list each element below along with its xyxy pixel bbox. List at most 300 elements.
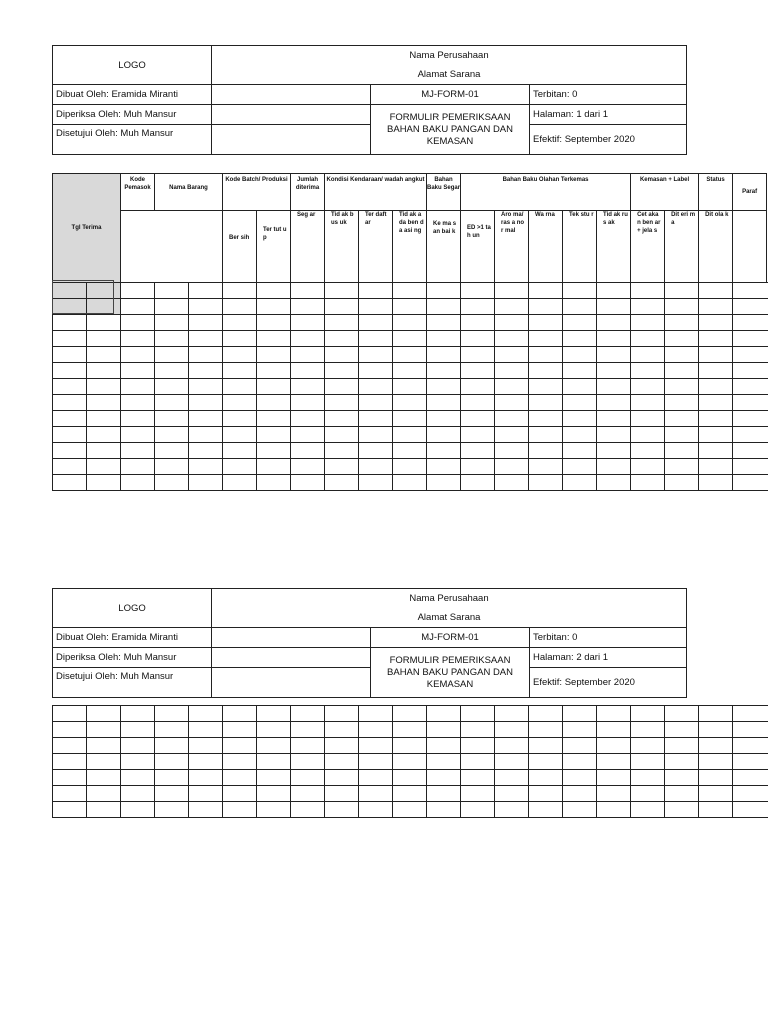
table-cell[interactable] <box>665 411 699 427</box>
checked-by-signature[interactable] <box>212 105 371 125</box>
table-cell[interactable] <box>665 379 699 395</box>
table-cell[interactable] <box>87 802 121 818</box>
table-cell[interactable] <box>733 475 768 491</box>
table-cell[interactable] <box>189 395 223 411</box>
table-cell[interactable] <box>291 754 325 770</box>
table-cell[interactable] <box>461 475 495 491</box>
table-cell[interactable] <box>733 706 768 722</box>
table-cell[interactable] <box>461 299 495 315</box>
table-cell[interactable] <box>291 443 325 459</box>
table-cell[interactable] <box>597 395 631 411</box>
table-cell[interactable] <box>597 706 631 722</box>
table-cell[interactable] <box>427 427 461 443</box>
table-cell[interactable] <box>155 459 189 475</box>
table-cell[interactable] <box>733 331 768 347</box>
table-cell[interactable] <box>563 459 597 475</box>
table-cell[interactable] <box>87 347 121 363</box>
table-cell[interactable] <box>597 347 631 363</box>
table-cell[interactable] <box>359 347 393 363</box>
table-cell[interactable] <box>597 738 631 754</box>
table-cell[interactable] <box>699 706 733 722</box>
table-cell[interactable] <box>121 347 155 363</box>
table-cell[interactable] <box>87 443 121 459</box>
table-cell[interactable] <box>291 706 325 722</box>
table-cell[interactable] <box>53 459 87 475</box>
table-cell[interactable] <box>631 459 665 475</box>
table-cell[interactable] <box>257 802 291 818</box>
table-cell[interactable] <box>223 379 257 395</box>
table-cell[interactable] <box>155 802 189 818</box>
table-cell[interactable] <box>563 475 597 491</box>
table-cell[interactable] <box>461 738 495 754</box>
table-cell[interactable] <box>257 754 291 770</box>
table-cell[interactable] <box>733 283 768 299</box>
table-cell[interactable] <box>665 299 699 315</box>
table-cell[interactable] <box>393 770 427 786</box>
table-cell[interactable] <box>189 379 223 395</box>
table-cell[interactable] <box>393 443 427 459</box>
table-cell[interactable] <box>155 379 189 395</box>
table-cell[interactable] <box>699 475 733 491</box>
table-cell[interactable] <box>427 459 461 475</box>
table-cell[interactable] <box>733 770 768 786</box>
table-cell[interactable] <box>121 738 155 754</box>
table-cell[interactable] <box>631 786 665 802</box>
table-cell[interactable] <box>495 315 529 331</box>
table-cell[interactable] <box>733 347 768 363</box>
table-cell[interactable] <box>393 395 427 411</box>
table-cell[interactable] <box>563 315 597 331</box>
table-cell[interactable] <box>189 347 223 363</box>
table-cell[interactable] <box>155 411 189 427</box>
table-cell[interactable] <box>495 395 529 411</box>
table-cell[interactable] <box>189 770 223 786</box>
table-cell[interactable] <box>291 459 325 475</box>
table-cell[interactable] <box>631 754 665 770</box>
table-cell[interactable] <box>87 706 121 722</box>
table-cell[interactable] <box>699 315 733 331</box>
table-cell[interactable] <box>291 299 325 315</box>
table-cell[interactable] <box>257 395 291 411</box>
table-cell[interactable] <box>461 786 495 802</box>
table-cell[interactable] <box>121 363 155 379</box>
table-cell[interactable] <box>665 738 699 754</box>
table-cell[interactable] <box>189 299 223 315</box>
table-cell[interactable] <box>257 475 291 491</box>
table-cell[interactable] <box>53 331 87 347</box>
table-cell[interactable] <box>427 443 461 459</box>
table-cell[interactable] <box>733 754 768 770</box>
table-cell[interactable] <box>325 427 359 443</box>
table-cell[interactable] <box>155 722 189 738</box>
table-cell[interactable] <box>529 722 563 738</box>
table-cell[interactable] <box>597 770 631 786</box>
table-cell[interactable] <box>257 459 291 475</box>
table-cell[interactable] <box>461 754 495 770</box>
table-cell[interactable] <box>257 706 291 722</box>
table-cell[interactable] <box>223 754 257 770</box>
table-cell[interactable] <box>257 786 291 802</box>
table-cell[interactable] <box>631 299 665 315</box>
table-cell[interactable] <box>121 331 155 347</box>
table-cell[interactable] <box>699 738 733 754</box>
table-cell[interactable] <box>665 283 699 299</box>
table-cell[interactable] <box>393 459 427 475</box>
table-cell[interactable] <box>665 802 699 818</box>
table-cell[interactable] <box>631 706 665 722</box>
table-cell[interactable] <box>393 411 427 427</box>
table-cell[interactable] <box>461 427 495 443</box>
table-cell[interactable] <box>87 395 121 411</box>
table-cell[interactable] <box>87 427 121 443</box>
table-cell[interactable] <box>155 754 189 770</box>
table-cell[interactable] <box>699 754 733 770</box>
table-cell[interactable] <box>121 802 155 818</box>
made-by-signature[interactable] <box>212 85 371 105</box>
table-cell[interactable] <box>427 786 461 802</box>
table-cell[interactable] <box>529 738 563 754</box>
table-cell[interactable] <box>121 315 155 331</box>
table-cell[interactable] <box>495 331 529 347</box>
table-cell[interactable] <box>427 363 461 379</box>
table-cell[interactable] <box>223 283 257 299</box>
table-cell[interactable] <box>257 738 291 754</box>
table-cell[interactable] <box>87 363 121 379</box>
table-cell[interactable] <box>699 443 733 459</box>
table-cell[interactable] <box>733 395 768 411</box>
table-cell[interactable] <box>155 427 189 443</box>
table-cell[interactable] <box>733 363 768 379</box>
table-cell[interactable] <box>53 786 87 802</box>
table-cell[interactable] <box>393 802 427 818</box>
table-cell[interactable] <box>325 283 359 299</box>
table-cell[interactable] <box>87 754 121 770</box>
table-cell[interactable] <box>291 475 325 491</box>
table-cell[interactable] <box>87 379 121 395</box>
table-cell[interactable] <box>699 347 733 363</box>
table-cell[interactable] <box>325 802 359 818</box>
table-cell[interactable] <box>325 770 359 786</box>
table-cell[interactable] <box>87 411 121 427</box>
table-cell[interactable] <box>699 411 733 427</box>
table-cell[interactable] <box>393 427 427 443</box>
table-cell[interactable] <box>393 738 427 754</box>
table-cell[interactable] <box>325 347 359 363</box>
table-cell[interactable] <box>325 754 359 770</box>
table-cell[interactable] <box>291 331 325 347</box>
table-cell[interactable] <box>189 722 223 738</box>
table-cell[interactable] <box>189 459 223 475</box>
table-cell[interactable] <box>121 395 155 411</box>
table-cell[interactable] <box>53 411 87 427</box>
table-cell[interactable] <box>155 706 189 722</box>
table-cell[interactable] <box>665 459 699 475</box>
table-cell[interactable] <box>291 722 325 738</box>
table-cell[interactable] <box>393 299 427 315</box>
table-cell[interactable] <box>665 786 699 802</box>
table-cell[interactable] <box>427 802 461 818</box>
table-cell[interactable] <box>733 427 768 443</box>
table-cell[interactable] <box>53 802 87 818</box>
table-cell[interactable] <box>631 738 665 754</box>
table-cell[interactable] <box>325 331 359 347</box>
table-cell[interactable] <box>223 722 257 738</box>
table-cell[interactable] <box>325 738 359 754</box>
table-cell[interactable] <box>733 299 768 315</box>
table-cell[interactable] <box>699 363 733 379</box>
table-cell[interactable] <box>461 347 495 363</box>
table-cell[interactable] <box>427 331 461 347</box>
table-cell[interactable] <box>223 786 257 802</box>
table-cell[interactable] <box>631 427 665 443</box>
table-cell[interactable] <box>325 379 359 395</box>
table-cell[interactable] <box>325 475 359 491</box>
table-cell[interactable] <box>529 459 563 475</box>
table-cell[interactable] <box>699 299 733 315</box>
table-cell[interactable] <box>631 379 665 395</box>
table-cell[interactable] <box>393 379 427 395</box>
table-cell[interactable] <box>121 475 155 491</box>
table-cell[interactable] <box>155 395 189 411</box>
table-cell[interactable] <box>665 427 699 443</box>
table-cell[interactable] <box>495 722 529 738</box>
approved-by-signature[interactable] <box>212 668 371 698</box>
table-cell[interactable] <box>53 363 87 379</box>
table-cell[interactable] <box>393 475 427 491</box>
table-cell[interactable] <box>359 459 393 475</box>
table-cell[interactable] <box>495 706 529 722</box>
table-cell[interactable] <box>121 770 155 786</box>
table-cell[interactable] <box>189 754 223 770</box>
table-cell[interactable] <box>53 738 87 754</box>
table-cell[interactable] <box>631 315 665 331</box>
table-cell[interactable] <box>665 395 699 411</box>
table-cell[interactable] <box>223 459 257 475</box>
table-cell[interactable] <box>325 706 359 722</box>
table-cell[interactable] <box>495 754 529 770</box>
table-cell[interactable] <box>597 802 631 818</box>
table-cell[interactable] <box>699 459 733 475</box>
table-cell[interactable] <box>665 315 699 331</box>
table-cell[interactable] <box>461 395 495 411</box>
table-cell[interactable] <box>699 786 733 802</box>
table-cell[interactable] <box>87 738 121 754</box>
table-cell[interactable] <box>495 443 529 459</box>
table-cell[interactable] <box>393 722 427 738</box>
table-cell[interactable] <box>291 347 325 363</box>
table-cell[interactable] <box>631 331 665 347</box>
table-cell[interactable] <box>257 363 291 379</box>
table-cell[interactable] <box>155 443 189 459</box>
table-cell[interactable] <box>529 283 563 299</box>
table-cell[interactable] <box>359 427 393 443</box>
table-cell[interactable] <box>121 283 155 299</box>
table-cell[interactable] <box>223 347 257 363</box>
table-cell[interactable] <box>597 722 631 738</box>
table-cell[interactable] <box>563 363 597 379</box>
table-cell[interactable] <box>597 363 631 379</box>
table-cell[interactable] <box>665 331 699 347</box>
table-cell[interactable] <box>189 331 223 347</box>
table-cell[interactable] <box>495 459 529 475</box>
table-cell[interactable] <box>325 395 359 411</box>
table-cell[interactable] <box>529 315 563 331</box>
table-cell[interactable] <box>563 722 597 738</box>
table-cell[interactable] <box>495 786 529 802</box>
table-cell[interactable] <box>427 299 461 315</box>
table-cell[interactable] <box>257 443 291 459</box>
table-cell[interactable] <box>699 283 733 299</box>
table-cell[interactable] <box>529 427 563 443</box>
table-cell[interactable] <box>189 802 223 818</box>
table-cell[interactable] <box>291 786 325 802</box>
table-cell[interactable] <box>291 315 325 331</box>
table-cell[interactable] <box>359 411 393 427</box>
table-cell[interactable] <box>563 283 597 299</box>
table-cell[interactable] <box>461 379 495 395</box>
table-cell[interactable] <box>359 363 393 379</box>
table-cell[interactable] <box>325 363 359 379</box>
table-cell[interactable] <box>393 706 427 722</box>
table-cell[interactable] <box>359 786 393 802</box>
table-cell[interactable] <box>461 363 495 379</box>
table-cell[interactable] <box>155 363 189 379</box>
table-cell[interactable] <box>461 315 495 331</box>
table-cell[interactable] <box>359 443 393 459</box>
table-cell[interactable] <box>529 802 563 818</box>
table-cell[interactable] <box>563 331 597 347</box>
table-cell[interactable] <box>325 786 359 802</box>
table-cell[interactable] <box>325 722 359 738</box>
table-cell[interactable] <box>53 427 87 443</box>
table-cell[interactable] <box>359 283 393 299</box>
table-cell[interactable] <box>563 411 597 427</box>
table-cell[interactable] <box>597 315 631 331</box>
table-cell[interactable] <box>393 283 427 299</box>
table-cell[interactable] <box>291 738 325 754</box>
table-cell[interactable] <box>461 331 495 347</box>
table-cell[interactable] <box>563 379 597 395</box>
table-cell[interactable] <box>359 802 393 818</box>
table-cell[interactable] <box>427 347 461 363</box>
table-cell[interactable] <box>427 315 461 331</box>
table-cell[interactable] <box>563 299 597 315</box>
table-cell[interactable] <box>359 770 393 786</box>
table-cell[interactable] <box>291 770 325 786</box>
table-cell[interactable] <box>121 411 155 427</box>
table-cell[interactable] <box>223 802 257 818</box>
table-cell[interactable] <box>461 706 495 722</box>
table-cell[interactable] <box>53 395 87 411</box>
table-cell[interactable] <box>529 443 563 459</box>
table-cell[interactable] <box>325 459 359 475</box>
table-cell[interactable] <box>665 347 699 363</box>
table-cell[interactable] <box>529 395 563 411</box>
table-cell[interactable] <box>495 363 529 379</box>
table-cell[interactable] <box>53 706 87 722</box>
table-cell[interactable] <box>631 443 665 459</box>
table-cell[interactable] <box>665 443 699 459</box>
table-cell[interactable] <box>631 802 665 818</box>
table-cell[interactable] <box>189 786 223 802</box>
table-cell[interactable] <box>461 411 495 427</box>
table-cell[interactable] <box>87 475 121 491</box>
table-cell[interactable] <box>189 475 223 491</box>
table-cell[interactable] <box>563 347 597 363</box>
table-cell[interactable] <box>393 347 427 363</box>
table-cell[interactable] <box>529 786 563 802</box>
table-cell[interactable] <box>495 379 529 395</box>
table-cell[interactable] <box>597 283 631 299</box>
table-cell[interactable] <box>53 315 87 331</box>
table-cell[interactable] <box>121 786 155 802</box>
table-cell[interactable] <box>53 722 87 738</box>
table-cell[interactable] <box>733 738 768 754</box>
table-cell[interactable] <box>359 315 393 331</box>
table-cell[interactable] <box>529 331 563 347</box>
table-cell[interactable] <box>155 283 189 299</box>
table-cell[interactable] <box>427 395 461 411</box>
table-cell[interactable] <box>665 475 699 491</box>
table-cell[interactable] <box>223 738 257 754</box>
table-cell[interactable] <box>495 299 529 315</box>
table-cell[interactable] <box>87 770 121 786</box>
table-cell[interactable] <box>699 722 733 738</box>
table-cell[interactable] <box>223 299 257 315</box>
table-cell[interactable] <box>597 475 631 491</box>
table-cell[interactable] <box>495 475 529 491</box>
table-cell[interactable] <box>257 331 291 347</box>
table-cell[interactable] <box>733 722 768 738</box>
table-cell[interactable] <box>291 363 325 379</box>
table-cell[interactable] <box>529 299 563 315</box>
table-cell[interactable] <box>359 331 393 347</box>
table-cell[interactable] <box>189 315 223 331</box>
table-cell[interactable] <box>427 770 461 786</box>
table-cell[interactable] <box>461 722 495 738</box>
table-cell[interactable] <box>325 411 359 427</box>
table-cell[interactable] <box>461 283 495 299</box>
table-cell[interactable] <box>155 786 189 802</box>
table-cell[interactable] <box>529 379 563 395</box>
table-cell[interactable] <box>393 786 427 802</box>
table-cell[interactable] <box>53 475 87 491</box>
table-cell[interactable] <box>427 283 461 299</box>
table-cell[interactable] <box>291 802 325 818</box>
table-cell[interactable] <box>325 315 359 331</box>
table-cell[interactable] <box>597 786 631 802</box>
table-cell[interactable] <box>257 427 291 443</box>
table-cell[interactable] <box>257 722 291 738</box>
table-cell[interactable] <box>155 738 189 754</box>
table-cell[interactable] <box>631 475 665 491</box>
table-cell[interactable] <box>631 283 665 299</box>
table-cell[interactable] <box>461 802 495 818</box>
table-cell[interactable] <box>87 459 121 475</box>
table-cell[interactable] <box>597 379 631 395</box>
table-cell[interactable] <box>53 347 87 363</box>
table-cell[interactable] <box>155 331 189 347</box>
table-cell[interactable] <box>189 443 223 459</box>
table-cell[interactable] <box>223 706 257 722</box>
table-cell[interactable] <box>529 363 563 379</box>
table-cell[interactable] <box>189 363 223 379</box>
table-cell[interactable] <box>427 379 461 395</box>
table-cell[interactable] <box>121 443 155 459</box>
table-cell[interactable] <box>87 315 121 331</box>
table-cell[interactable] <box>393 754 427 770</box>
table-cell[interactable] <box>121 459 155 475</box>
